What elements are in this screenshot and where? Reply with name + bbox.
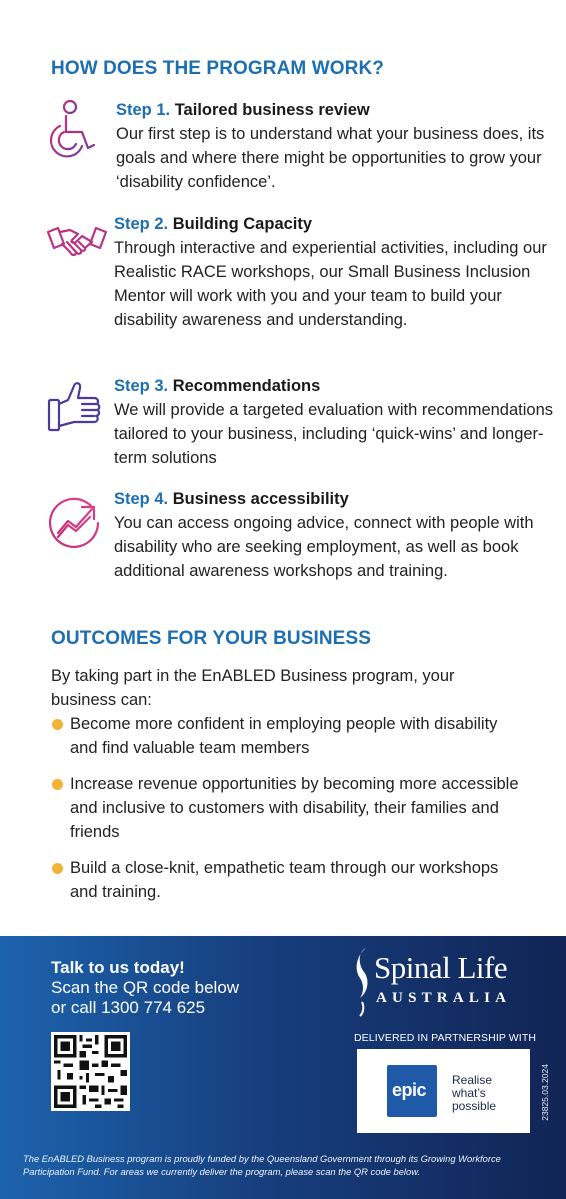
- wheelchair-icon: [46, 98, 104, 156]
- document-code: 23825.03.2024: [540, 1064, 550, 1121]
- talk-qr-line: Scan the QR code below: [51, 978, 240, 997]
- step-3-number: Step 3.: [114, 377, 169, 395]
- talk-title: Talk to us today!: [51, 958, 185, 977]
- step-4-body: You can access ongoing advice, connect with people with disability who are seeking employment, as well as book additional awareness workshops and training.: [114, 514, 534, 580]
- qr-code[interactable]: [51, 1032, 130, 1111]
- step-2-body: Through interactive and experiential activities, including our Realistic RACE workshops, our Small Business Inclusion Mentor will work with you and your team to build your disability awareness and understanding.: [114, 239, 547, 329]
- growth-chart-icon: [46, 495, 104, 553]
- bullet-dot-icon: [52, 719, 63, 730]
- logo-country: AUSTRALIA: [376, 990, 512, 1006]
- outcome-text: Increase revenue opportunities by becoming more accessible and inclusive to customers with disability, their families and friends: [70, 775, 519, 841]
- outcome-text: Build a close-knit, empathetic team through our workshops and training.: [70, 859, 499, 901]
- handshake-icon: [46, 222, 104, 280]
- epic-logo: [357, 1049, 530, 1133]
- contact-block: [51, 958, 239, 1018]
- contact-footer: [0, 936, 566, 1199]
- step-4-title: Business accessibility: [172, 490, 349, 508]
- step-3-body: We will provide a targeted evaluation with recommendations tailored to your business, including ‘quick-wins’ and longer-term solutions: [114, 401, 554, 467]
- step-1-body: Our first step is to understand what your business does, its goals and where there might be opportunities to grow your ‘disability confidence’.: [116, 125, 545, 191]
- outcomes-intro: By taking part in the EnABLED Business program, your business can:: [51, 667, 455, 709]
- step-1-title: Tailored business review: [174, 101, 370, 119]
- epic-tagline: Realise what’s possible: [452, 1073, 497, 1113]
- outcome-text: Become more confident in employing people with disability and find valuable team members: [70, 715, 498, 757]
- spinal-life-logo: [352, 946, 537, 1024]
- step-2-number: Step 2.: [114, 215, 169, 233]
- partner-label: DELIVERED IN PARTNERSHIP WITH: [354, 1032, 537, 1044]
- outcomes-heading: OUTCOMES FOR YOUR BUSINESS: [51, 628, 372, 649]
- step-1-number: Step 1.: [116, 101, 171, 119]
- thumbs-up-icon: [46, 378, 104, 436]
- bullet-dot-icon: [52, 863, 63, 874]
- outcomes-list: [51, 712, 521, 916]
- funding-disclaimer: The EnABLED Business program is proudly funded by the Queensland Government through its Growing Workforce Participation Fund. For areas we currently deliver the program, please scan the QR code below.: [23, 1153, 501, 1177]
- bullet-dot-icon: [52, 779, 63, 790]
- how-it-works-heading: HOW DOES THE PROGRAM WORK?: [51, 58, 384, 79]
- step-4-number: Step 4.: [114, 490, 169, 508]
- step-3-title: Recommendations: [172, 377, 321, 395]
- list-item: [51, 856, 521, 904]
- list-item: [51, 712, 521, 760]
- epic-mark-icon: epic: [387, 1065, 437, 1117]
- list-item: [51, 772, 521, 844]
- logo-name: Spinal Life: [374, 950, 508, 985]
- talk-phone-line[interactable]: or call 1300 774 625: [51, 998, 206, 1017]
- step-2-title: Building Capacity: [172, 215, 313, 233]
